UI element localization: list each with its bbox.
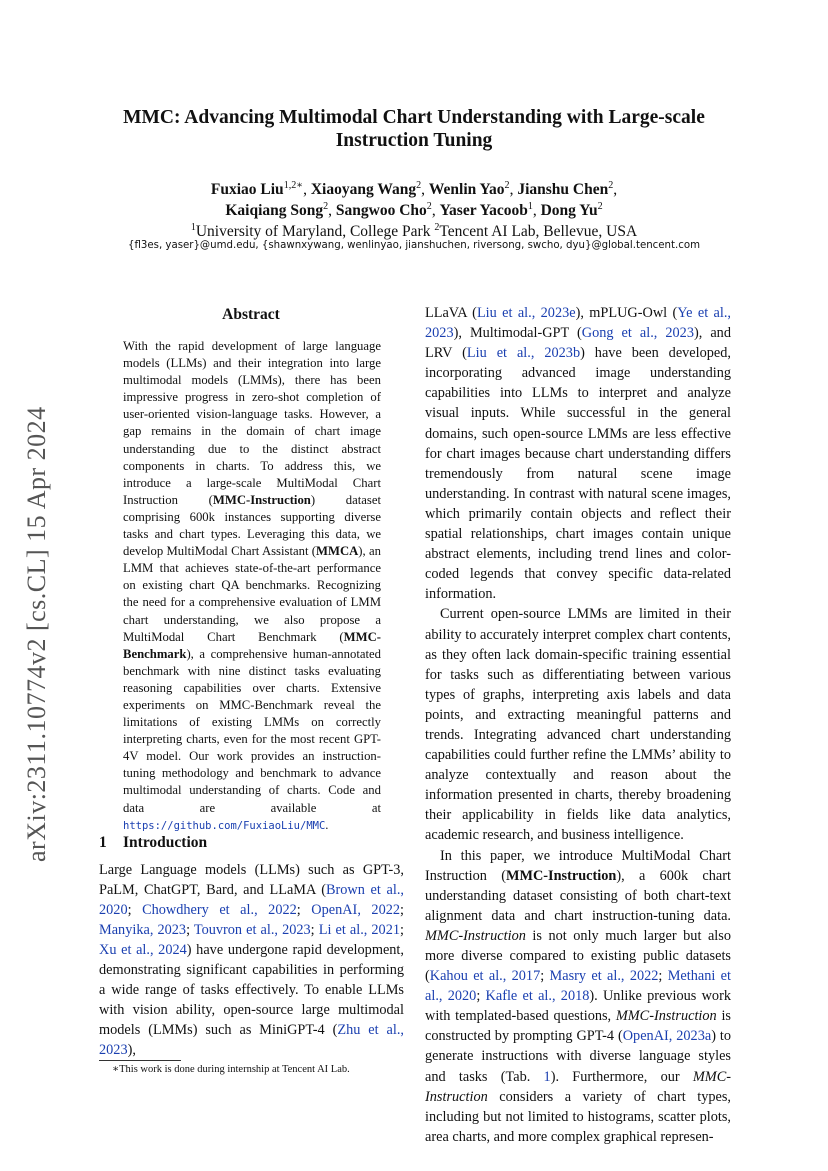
body-text: ; xyxy=(540,968,550,985)
title-line-1: MMC: Advancing Multimodal Chart Understanding with Large-scale xyxy=(123,107,705,128)
section-heading-introduction xyxy=(99,834,207,852)
author-name: Wenlin Yao xyxy=(428,181,505,198)
bold-term: MMC-Instruction xyxy=(505,867,617,884)
author-affil-mark: 1 xyxy=(527,200,533,212)
intro-paragraph xyxy=(99,860,404,1060)
citation-link[interactable]: Kafle et al., 2018 xyxy=(485,988,590,1005)
author-affil-mark: 2 xyxy=(416,179,422,191)
abstract-heading: Abstract xyxy=(222,306,280,323)
arxiv-identifier: arXiv:2311.10774v2 [cs.CL] 15 Apr 2024 xyxy=(22,406,51,862)
title-line-2: Instruction Tuning xyxy=(335,130,493,151)
citation-link[interactable]: OpenAI, 2023a xyxy=(622,1028,712,1045)
abstract-bold: MMC-Instruction xyxy=(212,492,311,507)
citation-link[interactable]: Manyika, 2023 xyxy=(99,922,187,938)
paragraph xyxy=(425,846,731,1147)
author-name: Kaiqiang Song xyxy=(225,202,324,219)
author-affil-mark: 2 xyxy=(597,200,603,212)
body-text: ) have undergone rapid development, demonstrating significant capabilities in performing a wide range of tasks effectively. To enable LLMs with vision ability, open-source large multimodal models (LMMs) such as MiniGPT-4 ( xyxy=(99,942,404,1038)
citation-link[interactable]: Brown et al., 2020 xyxy=(99,882,404,918)
body-text: ; xyxy=(476,988,486,1005)
body-text: ; xyxy=(400,902,404,918)
abstract-text: ), a comprehensive human-annotated benchmark with nine distinct tasks evaluating reasoning capabilities over charts. Extensive experiments on MMC-Benchmark reveal the limitations of existing LMMs on correctly interpreting charts, even for the most recent GPT-4V model. Our work provides an instruction-tuning methodology and benchmark to advance multimodal understanding of charts. Code and data are available at xyxy=(123,646,381,815)
italic-term: MMC-Instruction xyxy=(425,1068,731,1105)
body-text: ; xyxy=(186,922,194,938)
body-text: is constructed by prompting GPT-4 ( xyxy=(425,1008,731,1045)
author-name: Xiaoyang Wang xyxy=(310,181,417,198)
citation-link[interactable]: Xu et al., 2024 xyxy=(99,942,187,958)
citation-link[interactable]: Zhu et al., 2023 xyxy=(99,1022,405,1058)
citation-link[interactable]: Gong et al., 2023 xyxy=(581,325,694,342)
author-line-1: Fuxiao Liu$^{1,2∗}$, Xiaoyang Wang$^2$, Wenlin Yao$^2$, Jianshu Chen$^2$, xyxy=(210,179,618,198)
abstract-text: With the rapid development of large language models (LLMs) and their integration into large multimodal models (LMMs), there has been impressive progress in zero-shot completion of user-oriented vision-language tasks. However, a gap remains in the domain of chart image understanding due to the distinct abstract components in charts. To address this, we introduce a large-scale MultiModal Chart Instruction ( xyxy=(123,339,381,507)
citation-link[interactable]: Masry et al., 2022 xyxy=(549,968,659,985)
italic-term: MMC-Instruction xyxy=(425,927,526,944)
author-name: Yaser Yacoob xyxy=(439,202,528,219)
citation-link[interactable]: Touvron et al., 2023 xyxy=(193,922,311,938)
body-text: ). Furthermore, our xyxy=(550,1068,693,1085)
author-affil-mark: 2 xyxy=(504,179,510,191)
author-affil-mark: 1,2∗ xyxy=(283,179,304,191)
body-text: ; xyxy=(400,922,404,938)
citation-link[interactable]: Kahou et al., 2017 xyxy=(429,968,541,985)
right-column xyxy=(425,303,731,1147)
body-text: ) have been developed, incorporating advanced image understanding capabilities into LLMs to interpret and analyze visual inputs. While successful in the general domains, such open-source LMMs are less effective for chart images because chart understanding differs tremendously from natural scene image understanding. In contrast with natural scene images, which primarily contain objects and reflect their spatial relationships, chart images contain unique abstract elements, including trend lines and color-coded legends that convey specific data-related information. xyxy=(425,345,731,603)
code-link[interactable]: https://github.com/FuxiaoLiu/MMC xyxy=(123,819,326,832)
body-text: ; xyxy=(296,902,312,918)
citation-link[interactable]: Chowdhery et al., 2022 xyxy=(142,902,297,918)
body-text: ), a 600k chart understanding dataset consisting of both chart-text alignment data and chart instruction-tuning data. xyxy=(425,867,731,924)
affil-mark: 2 xyxy=(434,221,440,233)
affiliation-2: Tencent AI Lab, Bellevue, USA xyxy=(439,223,638,240)
author-name: Jianshu Chen xyxy=(517,181,609,198)
author-name: Sangwoo Cho xyxy=(335,202,427,219)
author-emails: {fl3es, yaser}@umd.edu, {shawnxywang, wenlinyao, jianshuchen, riversong, swcho, dyu}@global.tencent.com xyxy=(127,240,700,251)
affiliation-1: University of Maryland, College Park xyxy=(195,223,435,240)
citation-link[interactable]: OpenAI, 2022 xyxy=(311,902,401,918)
body-text: ; xyxy=(310,922,319,938)
body-text: ), Multimodal-GPT ( xyxy=(453,325,582,342)
body-text: In this paper, we introduce MultiModal Chart Instruction ( xyxy=(425,847,731,884)
author-affil-mark: 2 xyxy=(323,200,329,212)
affiliations xyxy=(80,221,748,242)
footnote: ∗This work is done during internship at Tencent AI Lab. xyxy=(112,1064,350,1075)
abstract-text: ), an LMM that achieves state-of-the-art performance on existing chart QA benchmarks. Recognizing the need for a comprehensive evaluation of LMM chart understanding, we also propose a MultiModal Chart Benchmark ( xyxy=(123,544,381,644)
body-text: considers a variety of chart types, including but not limited to histograms, scatter plots, area charts, and more complex graphical represen- xyxy=(425,1088,731,1145)
abstract-bold: MMC-Benchmark xyxy=(123,629,381,661)
author-affil-mark: 2 xyxy=(608,179,614,191)
table-ref-link[interactable]: 1 xyxy=(543,1068,551,1085)
body-text: ; xyxy=(658,968,668,985)
abstract-text: ) dataset comprising 600k instances supporting diverse tasks and chart types. Leveraging this data, we develop MultiModal Chart Assistant ( xyxy=(123,492,381,559)
footnote-rule xyxy=(99,1060,181,1061)
author-line-2: Kaiqiang Song$^2$, Sangwoo Cho$^2$, Yaser Yacoob$^1$, Dong Yu$^2$ xyxy=(225,200,603,219)
abstract-bold: MMCA xyxy=(316,544,359,559)
paper-title xyxy=(80,106,748,152)
italic-term: MMC-Instruction xyxy=(615,1008,717,1025)
affil-mark: 1 xyxy=(190,221,196,233)
body-text: LLaVA ( xyxy=(425,305,477,321)
body-text: ). Unlike previous work with templated-based questions, xyxy=(425,988,731,1025)
citation-link[interactable]: Methani et al., 2020 xyxy=(425,968,732,1005)
author-name: Fuxiao Liu xyxy=(210,181,284,198)
body-text: ), and LRV ( xyxy=(425,325,731,362)
citation-link[interactable]: Ye et al., 2023 xyxy=(425,305,731,342)
author-affil-mark: 2 xyxy=(426,200,432,212)
paragraph xyxy=(425,303,731,604)
citation-link[interactable]: Liu et al., 2023b xyxy=(466,345,581,362)
paragraph: Current open-source LMMs are limited in their ability to accurately interpret complex chart contents, as they often lack domain-specific training essential for tasks such as differentiating between various types of graphs, interpreting axis labels and data points, and extracting meaningful patterns and trends. Integrating advanced chart understanding capabilities could further refine the LMMs’ ability to analyze contextually and reason about the information presented in charts, thereby broadening their applicability in fields like data analytics, academic research, and business intelligence. xyxy=(425,606,731,844)
body-text: ), mPLUG-Owl ( xyxy=(575,305,678,321)
abstract-text: . xyxy=(325,817,329,832)
abstract-body xyxy=(123,338,381,835)
author-block xyxy=(80,179,748,242)
body-text: ) to generate instructions with diverse language styles and tasks (Tab. xyxy=(425,1028,731,1085)
citation-link[interactable]: Liu et al., 2023e xyxy=(476,305,576,321)
body-text: is not only much larger but also more diverse compared to existing public datasets ( xyxy=(425,927,731,985)
section-title: Introduction xyxy=(123,834,208,851)
citation-link[interactable]: Li et al., 2021 xyxy=(318,922,401,938)
body-text: ), xyxy=(127,1042,136,1058)
section-number: 1 xyxy=(99,834,107,851)
body-text: Large Language models (LLMs) such as GPT-3, PaLM, ChatGPT, Bard, and LLaMA ( xyxy=(99,862,404,898)
author-name: Dong Yu xyxy=(540,202,598,219)
body-text: ; xyxy=(127,902,143,918)
